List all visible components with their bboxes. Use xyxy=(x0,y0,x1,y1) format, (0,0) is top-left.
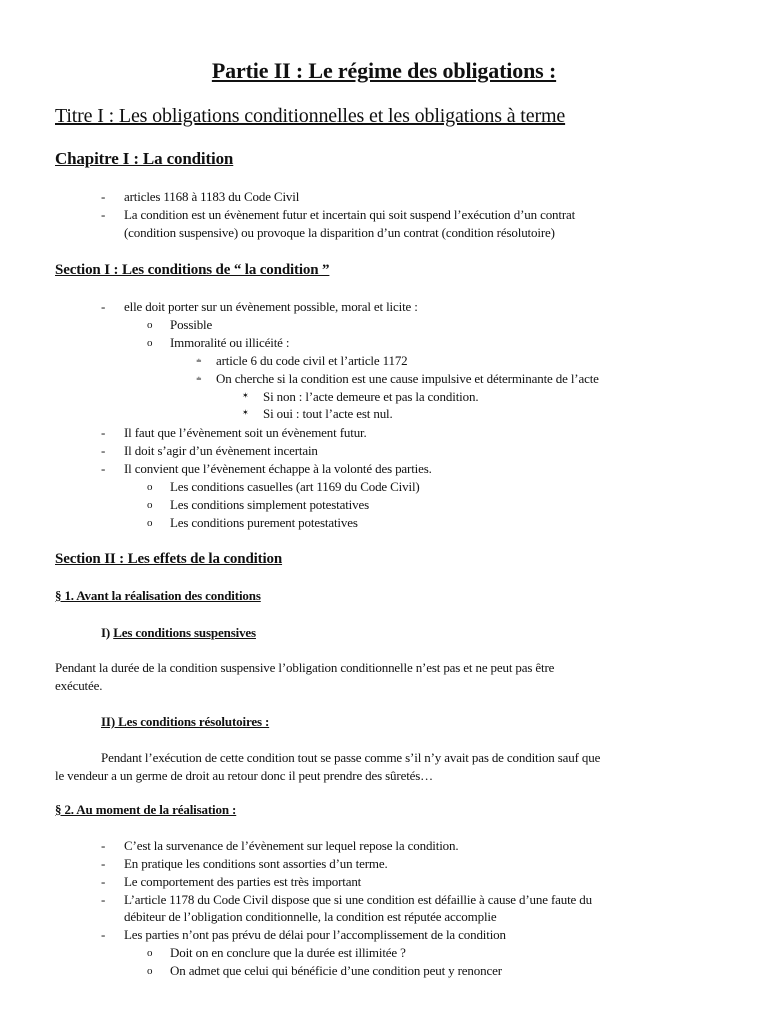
circle-bullet: o xyxy=(147,499,153,511)
symbol-bullet-icon: ≐ xyxy=(196,375,202,383)
dash-bullet: - xyxy=(101,189,106,204)
body-text-line: exécutée. xyxy=(55,678,103,693)
list-item: On admet que celui qui bénéficie d’une condition peut y renoncer xyxy=(170,963,502,978)
chapter-heading: Chapitre I : La condition xyxy=(55,149,234,168)
list-item: En pratique les conditions sont assorties d’un terme. xyxy=(124,856,388,871)
list-item: Il faut que l’évènement soit un évènement futur. xyxy=(124,425,367,440)
dash-bullet: - xyxy=(101,299,106,314)
star-bullet-icon: ✶ xyxy=(242,408,249,417)
list-item-continuation: (condition suspensive) ou provoque la disparition d’un contrat (condition résolutoire) xyxy=(124,225,555,240)
dash-bullet: - xyxy=(101,443,106,458)
circle-bullet: o xyxy=(147,337,153,349)
symbol-bullet-icon: ≐ xyxy=(196,357,202,365)
title-heading: Titre I : Les obligations conditionnelles et les obligations à terme xyxy=(55,105,566,127)
list-item: Immoralité ou illicéité : xyxy=(170,335,290,350)
list-item: Le comportement des parties est très important xyxy=(124,874,362,889)
list-item: Les parties n’ont pas prévu de délai pour l’accomplissement de la condition xyxy=(124,927,506,942)
section-1-heading: Section I : Les conditions de “ la condition ” xyxy=(55,262,330,278)
list-item: Doit on en conclure que la durée est illimitée ? xyxy=(170,945,406,960)
subheading-resolutoire: II) Les conditions résolutoires : xyxy=(101,714,270,729)
circle-bullet: o xyxy=(147,965,153,977)
subheading-title: Les conditions suspensives xyxy=(113,625,256,640)
list-item: elle doit porter sur un évènement possible, moral et licite : xyxy=(124,299,418,314)
dash-bullet: - xyxy=(101,207,106,222)
circle-bullet: o xyxy=(147,517,153,529)
list-item: La condition est un évènement futur et incertain qui soit suspend l’exécution d’un contrat xyxy=(124,207,576,222)
list-item: Si non : l’acte demeure et pas la condition. xyxy=(263,389,479,404)
subheading-suspensive xyxy=(101,625,256,641)
circle-bullet: o xyxy=(147,319,153,331)
circle-bullet: o xyxy=(147,947,153,959)
list-item: Les conditions purement potestatives xyxy=(170,515,358,530)
list-item: Les conditions simplement potestatives xyxy=(170,497,370,512)
list-item: Il doit s’agir d’un évènement incertain xyxy=(124,443,318,458)
list-item: Possible xyxy=(170,317,213,332)
star-bullet-icon: ✶ xyxy=(242,391,249,400)
list-item: C’est la survenance de l’évènement sur lequel repose la condition. xyxy=(124,838,459,853)
part-heading: Partie II : Le régime des obligations : xyxy=(211,58,557,83)
list-item-continuation: débiteur de l’obligation conditionnelle, la condition est réputée accomplie xyxy=(124,909,497,924)
section-2-heading: Section II : Les effets de la condition xyxy=(55,551,283,567)
list-item: Les conditions casuelles (art 1169 du Code Civil) xyxy=(170,479,420,494)
circle-bullet: o xyxy=(147,481,153,493)
body-text-line: Pendant la durée de la condition suspensive l’obligation conditionnelle n’est pas et ne peut pas être xyxy=(55,660,555,675)
subheading-number: I) xyxy=(101,625,114,640)
list-item: Si oui : tout l’acte est nul. xyxy=(263,406,393,421)
dash-bullet: - xyxy=(101,874,106,889)
dash-bullet: - xyxy=(101,927,106,942)
dash-bullet: - xyxy=(101,425,106,440)
list-item: L’article 1178 du Code Civil dispose que si une condition est défaillie à cause d’une faute du xyxy=(124,892,592,907)
body-text-line: Pendant l’exécution de cette condition tout se passe comme s’il n’y avait pas de condition sauf que xyxy=(101,750,601,765)
list-item: Il convient que l’évènement échappe à la volonté des parties. xyxy=(124,461,432,476)
list-item: article 6 du code civil et l’article 1172 xyxy=(216,353,408,368)
body-text-line: le vendeur a un germe de droit au retour donc il peut prendre des sûretés… xyxy=(55,768,434,783)
dash-bullet: - xyxy=(101,856,106,871)
paragraph-2-heading: § 2. Au moment de la réalisation : xyxy=(55,802,237,817)
dash-bullet: - xyxy=(101,838,106,853)
dash-bullet: - xyxy=(101,461,106,476)
dash-bullet: - xyxy=(101,892,106,907)
paragraph-1-heading: § 1. Avant la réalisation des conditions xyxy=(55,588,261,603)
list-item: On cherche si la condition est une cause impulsive et déterminante de l’acte xyxy=(216,371,599,386)
list-item: articles 1168 à 1183 du Code Civil xyxy=(124,189,300,204)
